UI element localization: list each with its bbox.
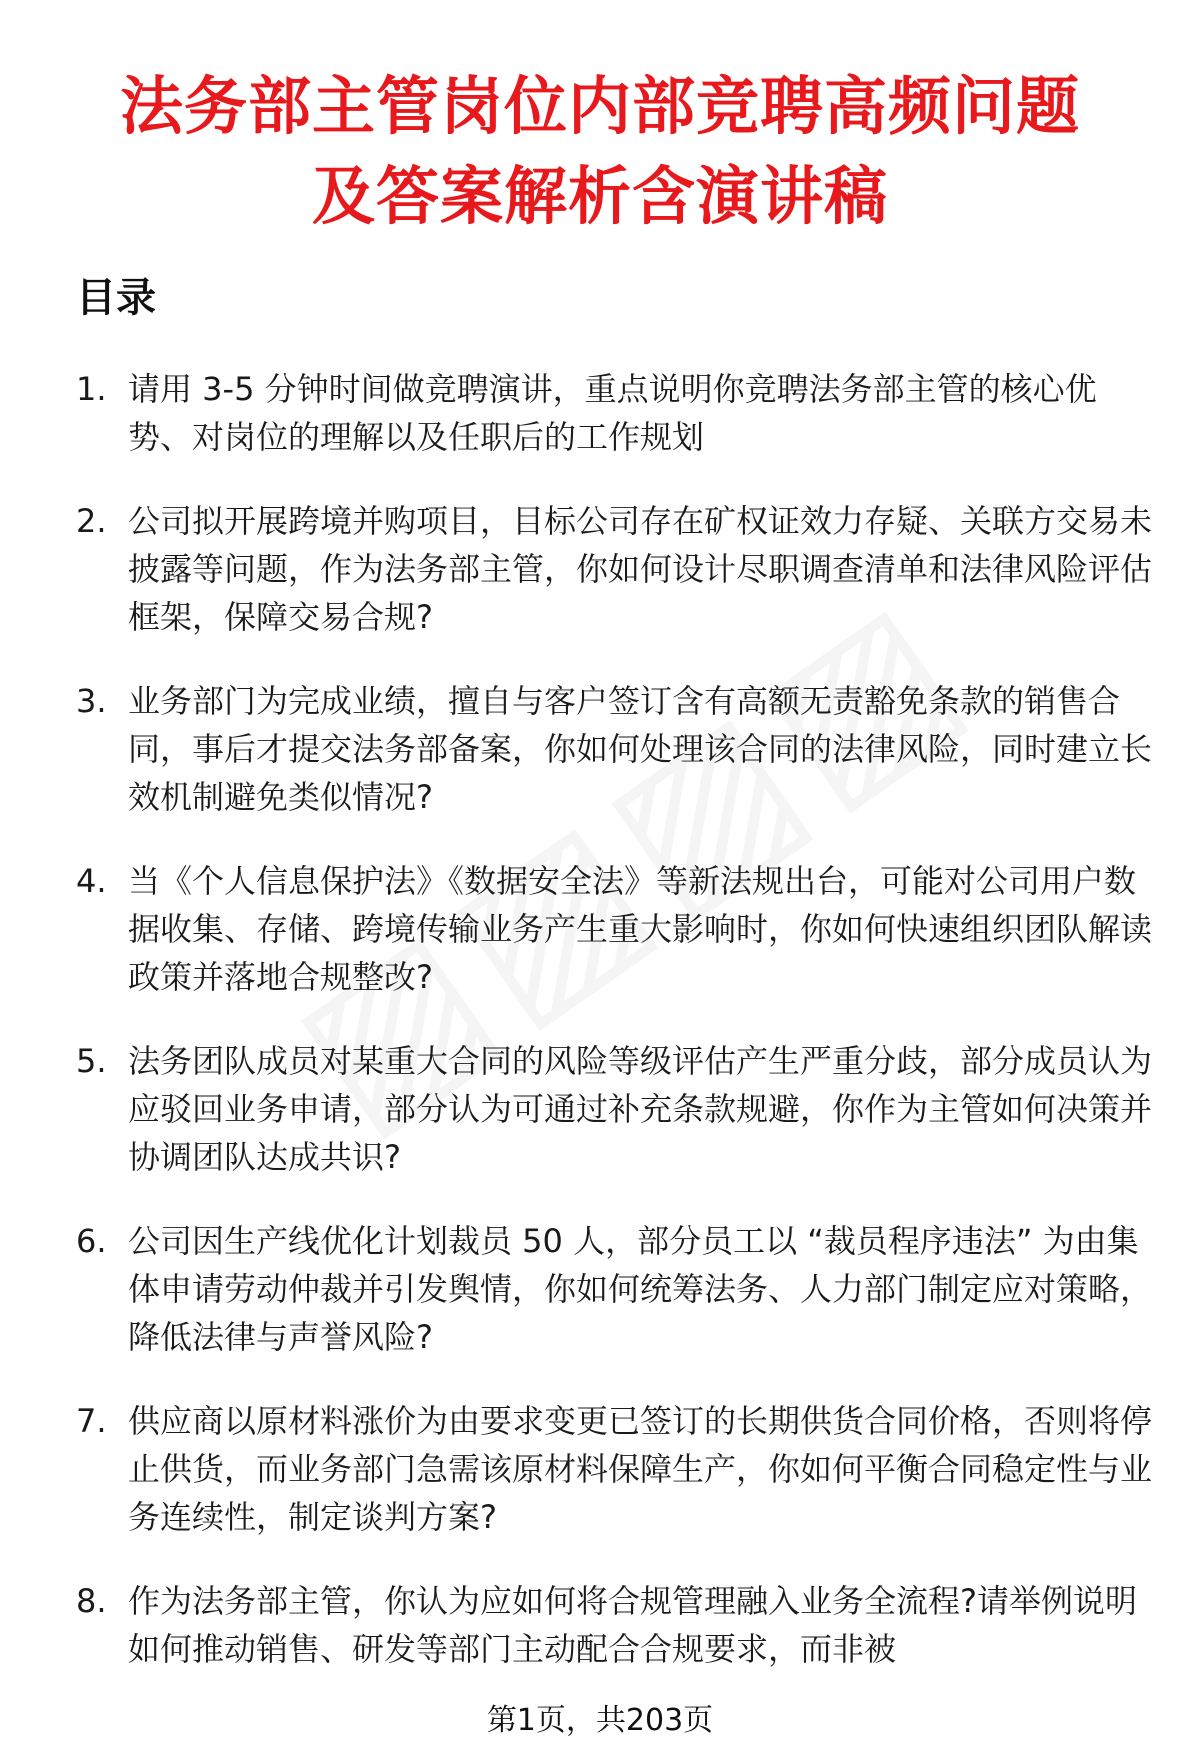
toc-item-number: 8. [76, 1582, 107, 1620]
toc-item-number: 1. [76, 370, 107, 408]
title-line-1: 法务部主管岗位内部竞聘高频问题 [120, 70, 1080, 143]
title-line-2: 及答案解析含演讲稿 [312, 160, 888, 233]
toc-item-number: 5. [76, 1042, 107, 1080]
document-title [60, 62, 1140, 242]
toc-item[interactable] [76, 1397, 1156, 1541]
toc-item-number: 6. [76, 1222, 107, 1260]
toc-item-text: 法务团队成员对某重大合同的风险等级评估产生严重分歧，部分成员认为应驳回业务申请，部分认为可通过补充条款规避，你作为主管如何决策并协调团队达成共识? [128, 1042, 1153, 1176]
toc-item-text: 公司因生产线优化计划裁员 50 人，部分员工以 “裁员程序违法” 为由集体申请劳动仲裁并引发舆情，你如何统筹法务、人力部门制定应对策略，降低法律与声誉风险? [128, 1222, 1153, 1356]
toc-item-text: 当《个人信息保护法》《数据安全法》等新法规出台，可能对公司用户数据收集、存储、跨境传输业务产生重大影响时，你如何快速组织团队解读政策并落地合规整改? [128, 862, 1153, 996]
toc-item-text: 供应商以原材料涨价为由要求变更已签订的长期供货合同价格，否则将停止供货，而业务部门急需该原材料保障生产，你如何平衡合同稳定性与业务连续性，制定谈判方案? [128, 1402, 1153, 1536]
toc-item[interactable] [76, 857, 1156, 1001]
toc-item-number: 3. [76, 682, 107, 720]
toc-item-text: 请用 3-5 分钟时间做竞聘演讲，重点说明你竞聘法务部主管的核心优势、对岗位的理解以及任职后的工作规划 [128, 370, 1097, 456]
toc-item[interactable] [76, 1217, 1156, 1361]
toc-item-number: 4. [76, 862, 107, 900]
toc-item[interactable] [76, 1037, 1156, 1181]
toc-item-number: 2. [76, 502, 107, 540]
toc-item-number: 7. [76, 1402, 107, 1440]
toc-item[interactable] [76, 365, 1156, 461]
toc-heading: 目录 [76, 275, 156, 321]
toc-item-text: 公司拟开展跨境并购项目，目标公司存在矿权证效力存疑、关联方交易未披露等问题，作为法务部主管，你如何设计尽职调查清单和法律风险评估框架，保障交易合规? [128, 502, 1153, 636]
toc-item-text: 作为法务部主管，你认为应如何将合规管理融入业务全流程?请举例说明如何推动销售、研发等部门主动配合合规要求，而非被 [128, 1582, 1137, 1668]
toc-item[interactable] [76, 497, 1156, 641]
toc-item-text: 业务部门为完成业绩，擅自与客户签订含有高额无责豁免条款的销售合同，事后才提交法务部备案，你如何处理该合同的法律风险，同时建立长效机制避免类似情况? [128, 682, 1153, 816]
toc-list [76, 365, 1156, 1709]
toc-item[interactable] [76, 677, 1156, 821]
page-footer: 第1页，共203页 [486, 1703, 714, 1738]
toc-item[interactable] [76, 1577, 1156, 1673]
